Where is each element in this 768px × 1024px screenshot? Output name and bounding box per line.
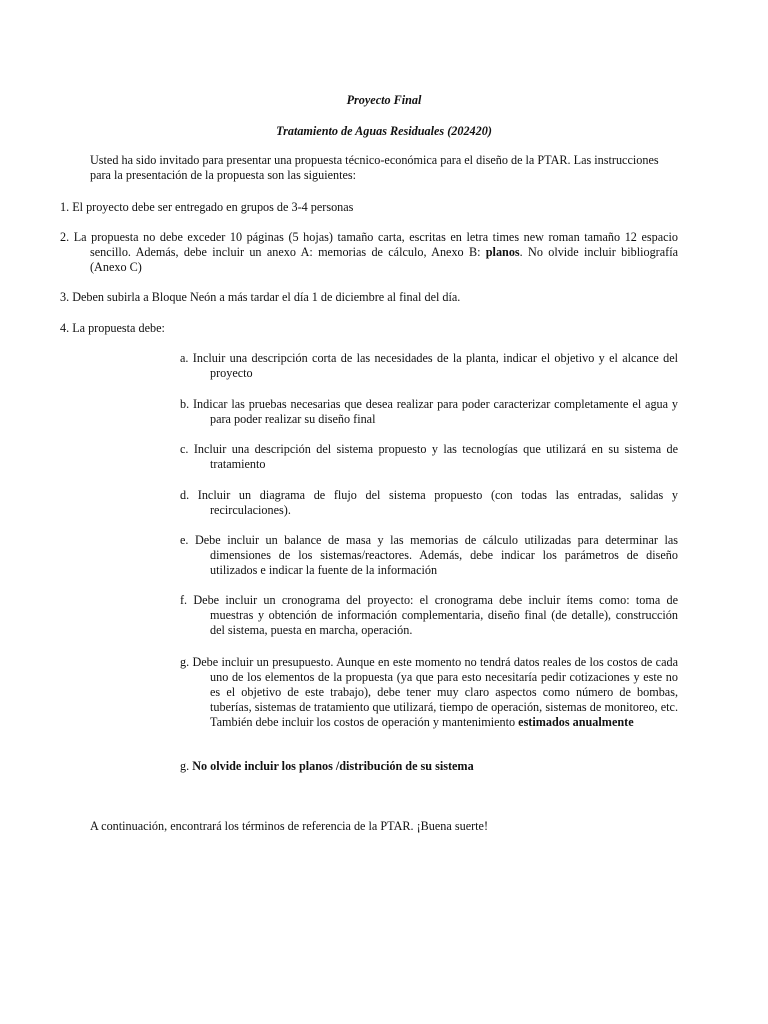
sub-item-g-bold: estimados anualmente — [518, 715, 634, 729]
sub-item-g2-prefix: g. — [180, 759, 193, 773]
sub-item-g-planos — [180, 759, 678, 774]
sub-item-f: f. Debe incluir un cronograma del proyecto: el cronograma debe incluir ítems como: toma de muestras y obtención de información complementaria, diseño final (de detalle), construcción del sistema, puesta en marcha, operación. — [180, 593, 678, 637]
list-item-1: 1. El proyecto debe ser entregado en grupos de 3-4 personas — [60, 200, 354, 214]
sub-item-d: d. Incluir un diagrama de flujo del sistema propuesto (con todas las entradas, salidas y recirculaciones). — [180, 488, 678, 517]
list-item-2-bold: planos — [485, 245, 520, 259]
document-subtitle: Tratamiento de Aguas Residuales (202420) — [276, 124, 492, 138]
sub-item-g2-bold: No olvide incluir los planos /distribución de su sistema — [192, 759, 474, 773]
list-item-2 — [60, 230, 678, 275]
sub-item-e: e. Debe incluir un balance de masa y las memorias de cálculo utilizadas para determinar las dimensiones de los sistemas/reactores. Además, debe indicar los parámetros de diseño utilizados e indicar la fuente de la información — [180, 533, 678, 577]
sub-item-c: c. Incluir una descripción del sistema propuesto y las tecnologías que utilizará en su sistema de tratamiento — [180, 442, 678, 471]
document-title: Proyecto Final — [346, 93, 422, 107]
sub-item-b: b. Indicar las pruebas necesarias que desea realizar para poder caracterizar completamente el agua y para poder realizar su diseño final — [180, 397, 678, 426]
intro-paragraph: Usted ha sido invitado para presentar una propuesta técnico-económica para el diseño de la PTAR. Las instrucciones para la presentación de la propuesta son las siguientes: — [90, 153, 659, 182]
sub-item-g-text: g. Debe incluir un presupuesto. Aunque en este momento no tendrá datos reales de los costos de cada uno de los elementos de la propuesta (ya que para esto necesitaría pedir cotizaciones y este no es el objetivo de este trabajo), debe tener muy claro aspectos como número de bombas, tuberías, sistemas de tratamiento que utilizará, tiempo de operación, sistemas de monitoreo, etc. También debe incluir los costos de operación y mantenimiento — [180, 655, 678, 729]
sub-item-a: a. Incluir una descripción corta de las necesidades de la planta, indicar el objetivo y el alcance del proyecto — [180, 351, 678, 380]
list-item-4: 4. La propuesta debe: — [60, 321, 165, 335]
list-item-3: 3. Deben subirla a Bloque Neón a más tardar el día 1 de diciembre al final del día. — [60, 290, 461, 304]
list-item-2-text-a: 2. La propuesta no debe exceder 10 páginas (5 hojas) tamaño carta, escritas en letra times new roman tamaño 12 espacio sencillo. Además, debe incluir un anexo A: memorias de cálculo, Anexo B: — [60, 230, 678, 259]
closing-paragraph: A continuación, encontrará los términos de referencia de la PTAR. ¡Buena suerte! — [90, 819, 489, 833]
sub-item-g-budget — [180, 655, 678, 730]
list-item-2-text-b: . No olvide incluir bibliografía (Anexo C) — [90, 245, 678, 274]
